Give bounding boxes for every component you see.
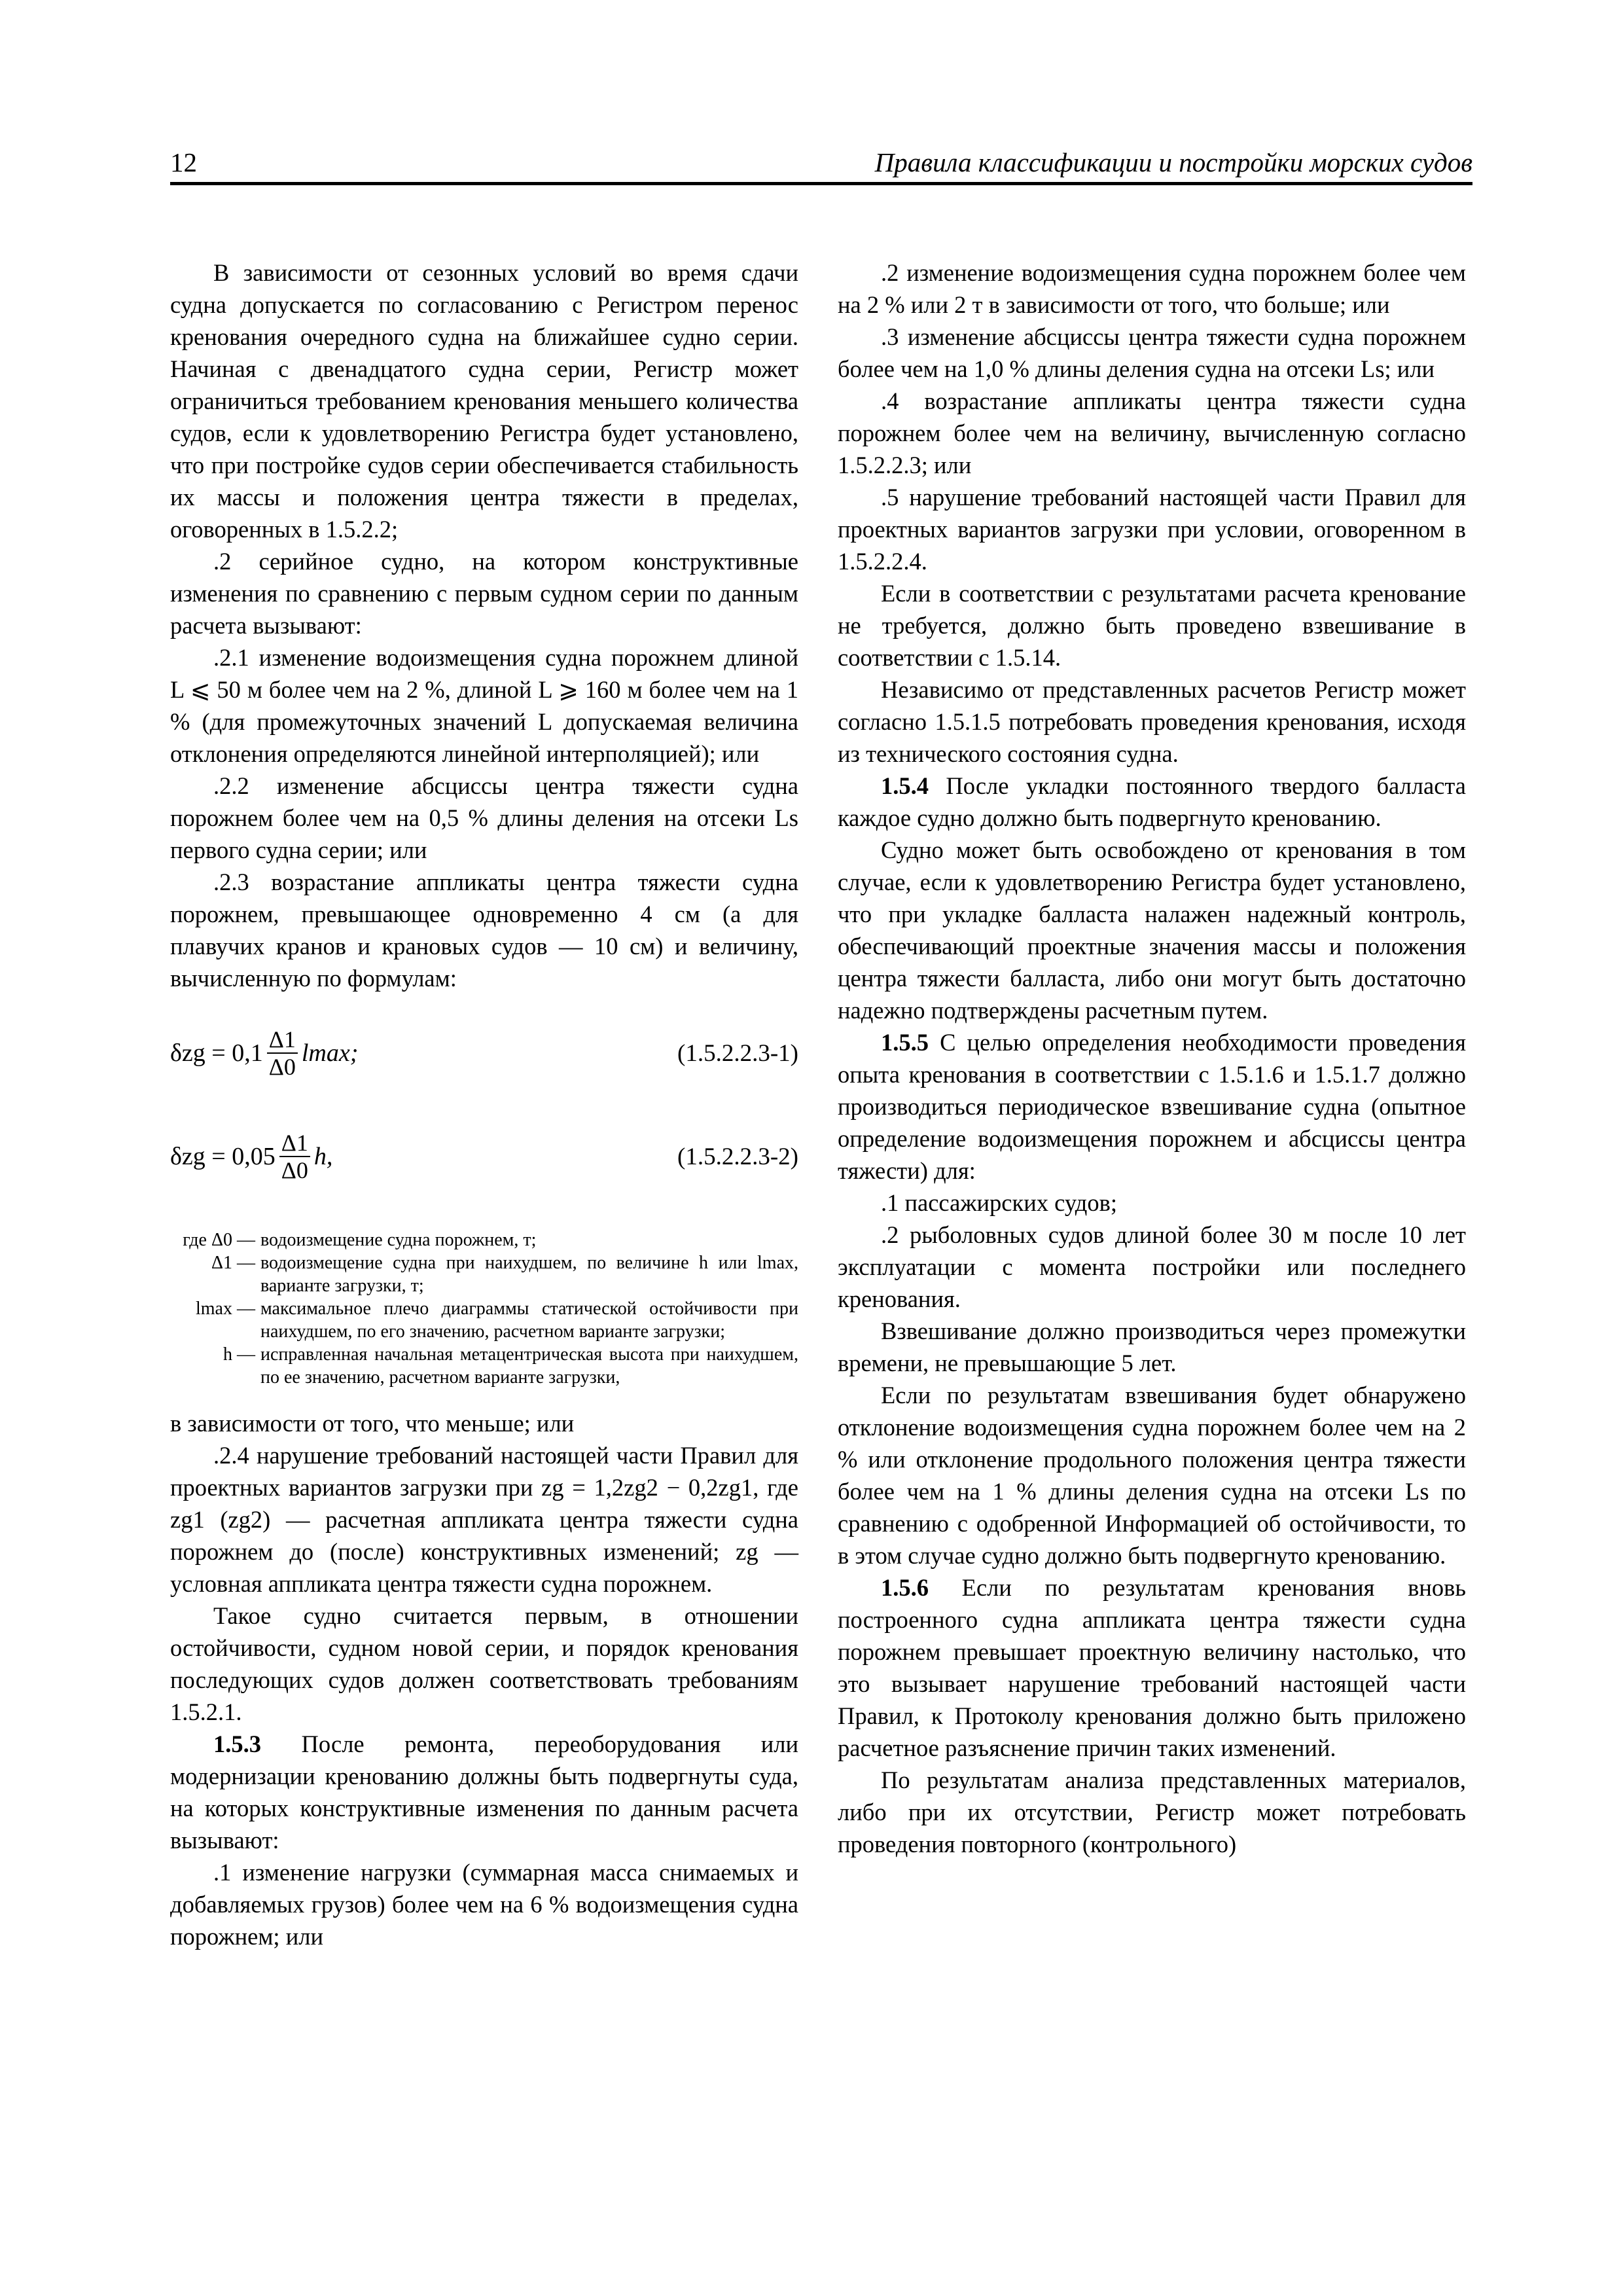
section-text: После укладки постоянного твердого балласта каждое судно должно быть подвергнуто кренованию. (838, 772, 1466, 831)
section-1-5-6 (838, 1571, 1466, 1764)
formula-1-number: (1.5.2.2.3-1) (677, 1039, 798, 1067)
paragraph: .3 изменение абсциссы центра тяжести судна порожнем более чем на 1,0 % длины деления судна на отсеки Ls; или (838, 323, 1466, 382)
section-text: Если по результатам кренования вновь построенного судна аппликата центра тяжести судна порожнем превышает проектную величину настолько, что это вызывает нарушение требований настоящей части Правил, к Протоколу кренования должно быть приложено расчетное разъяснение причин таких изменений. (838, 1574, 1466, 1761)
formula-2-numerator: Δ1 (279, 1130, 310, 1157)
formula-2-tail: h, (313, 1142, 333, 1170)
section-text: С целью определения необходимости проведения опыта кренования в соответствии с 1.5.1.6 и 1.5.1.7 должно производиться периодическое взвешивание судна (опытное определение водоизмещения порожнем и абсциссы центра тяжести) для: (838, 1029, 1466, 1184)
paragraph: Судно может быть освобождено от кренования в том случае, если к удовлетворению Регистра будет установлено, что при укладке балласта налажен надежный контроль, обеспечивающий проектные значения массы и положения центра тяжести балласта, либо они могут быть достаточно надежно подтверждены расчетным путем. (838, 836, 1466, 1024)
symbol-legend (170, 1229, 798, 1389)
paragraph: .2.1 изменение водоизмещения судна порожнем длиной L ⩽ 50 м более чем на 2 %, длиной L ⩾ 160 м более чем на 1 % (для промежуточных значений L допускаемая величина отклонения определяются линейной интерполяцией); или (170, 644, 798, 767)
formula-1-numerator: Δ1 (267, 1026, 298, 1054)
paragraph: .2.3 возрастание аппликаты центра тяжести судна порожнем, превышающее одновременно 4 см (а для плавучих кранов и крановых судов — 10 см) и величину, вычисленную по формулам: (170, 869, 798, 992)
page-header (170, 145, 1472, 185)
formula-1-expression (170, 1026, 358, 1080)
paragraph: Если в соответствии с результатами расчета кренование не требуется, должно быть проведено взвешивание в соответствии с 1.5.14. (838, 580, 1466, 671)
formula-2 (170, 1115, 798, 1198)
section-number: 1.5.5 (881, 1029, 929, 1056)
formula-1-lhs: δzg = 0,1 (170, 1039, 263, 1067)
section-1-5-3 (170, 1728, 798, 1856)
legend-row (170, 1251, 798, 1297)
legend-term: h — (223, 1344, 255, 1365)
paragraph: .2 серийное судно, на котором конструктивные изменения по сравнению с первым судном серии по данным расчета вызывают: (170, 548, 798, 639)
formula-2-expression (170, 1130, 332, 1183)
paragraph: Независимо от представленных расчетов Регистр может согласно 1.5.1.5 потребовать проведения кренования, исходя из технического состояния судна. (838, 676, 1466, 767)
paragraph: .1 изменение нагрузки (суммарная масса снимаемых и добавляемых грузов) более чем на 6 % водоизмещения судна порожнем; или (170, 1859, 798, 1950)
formula-1-fraction (267, 1026, 298, 1080)
paragraph: По результатам анализа представленных материалов, либо при их отсутствии, Регистр может потребовать проведения повторного (контрольного) (838, 1767, 1466, 1857)
legend-term: lmax — (196, 1299, 255, 1319)
running-title: Правила классификации и постройки морских судов (874, 147, 1472, 177)
paragraph: .1 пассажирских судов; (881, 1189, 1117, 1216)
page-number: 12 (170, 147, 197, 177)
section-1-5-4 (838, 770, 1466, 834)
legend-row (170, 1229, 798, 1251)
formula-2-fraction (279, 1130, 310, 1183)
paragraph: .2.2 изменение абсциссы центра тяжести судна порожнем более чем на 0,5 % длины деления на отсеки Ls первого судна серии; или (170, 772, 798, 863)
paragraph: .2 изменение водоизмещения судна порожнем более чем на 2 % или 2 т в зависимости от того, что больше; или (838, 259, 1466, 318)
paragraph: Такое судно считается первым, в отношении остойчивости, судном новой серии, и порядок кренования последующих судов должен соответствовать требованиям 1.5.2.1. (170, 1602, 798, 1725)
paragraph: в зависимости от того, что меньше; или (170, 1410, 575, 1437)
legend-row (170, 1343, 798, 1389)
legend-row (170, 1297, 798, 1343)
legend-definition: исправленная начальная метацентрическая высота при наихудшем, по ее значению, расчетном варианте загрузки, (260, 1344, 798, 1388)
legend-term: где Δ0 — (183, 1230, 255, 1250)
paragraph: Если по результатам взвешивания будет обнаружено отклонение водоизмещения судна порожнем более чем на 2 % или отклонение продольного положения центра тяжести более чем на 1 % длины деления судна на отсеки Ls по сравнению с одобренной Информацией об остойчивости, то в этом случае судно должно быть подвергнуто кренованию. (838, 1382, 1466, 1569)
section-number: 1.5.6 (881, 1574, 929, 1601)
right-column (838, 257, 1466, 1860)
section-1-5-5 (838, 1026, 1466, 1187)
legend-term: Δ1 — (211, 1253, 255, 1273)
paragraph: .5 нарушение требований настоящей части Правил для проектных вариантов загрузки при условии, оговоренном в 1.5.2.2.4. (838, 484, 1466, 575)
paragraph: .2 рыболовных судов длиной более 30 м после 10 лет эксплуатации с момента постройки или последнего кренования. (838, 1221, 1466, 1312)
formula-2-denominator: Δ0 (281, 1157, 308, 1183)
legend-definition: водоизмещение судна порожнем, т; (260, 1230, 537, 1250)
paragraph: .4 возрастание аппликаты центра тяжести судна порожнем более чем на величину, вычисленную согласно 1.5.2.2.3; или (838, 387, 1466, 478)
legend-definition: водоизмещение судна при наихудшем, по величине h или lmax, варианте загрузки, т; (260, 1253, 798, 1296)
legend-definition: максимальное плечо диаграммы статической остойчивости при наихудшем, по его значению, расчетном варианте загрузки; (260, 1299, 798, 1342)
section-number: 1.5.3 (213, 1731, 261, 1757)
formula-1 (170, 1011, 798, 1095)
formula-1-denominator: Δ0 (268, 1054, 296, 1080)
formula-2-lhs: δzg = 0,05 (170, 1142, 276, 1170)
section-text: После ремонта, переоборудования или модернизации кренованию должны быть подвергнуты суда, на которых конструктивные изменения по данным расчета вызывают: (170, 1731, 798, 1854)
formula-2-number: (1.5.2.2.3-2) (677, 1143, 798, 1170)
paragraph: Взвешивание должно производиться через промежутки времени, не превышающие 5 лет. (838, 1318, 1466, 1376)
paragraph: .2.4 нарушение требований настоящей части Правил для проектных вариантов загрузки при zg = 1,2zg2 − 0,2zg1, где zg1 (zg2) — расчетная аппликата центра тяжести судна порожнем до (после) конструктивных изменений; zg — условная аппликата центра тяжести судна порожнем. (170, 1442, 798, 1597)
paragraph: В зависимости от сезонных условий во время сдачи судна допускается по согласованию с Регистром перенос кренования очередного судна на ближайшее судно серии. Начиная с двенадцатого судна серии, Регистр может ограничиться требованием кренования меньшего количества судов, если к удовлетворению Регистра будет установлено, что при постройке судов серии обеспечивается стабильность их массы и положения центра тяжести в пределах, оговоренных в 1.5.2.2; (170, 259, 798, 543)
section-number: 1.5.4 (881, 772, 929, 799)
left-column (170, 257, 798, 1952)
formula-1-tail: lmax; (301, 1039, 359, 1067)
